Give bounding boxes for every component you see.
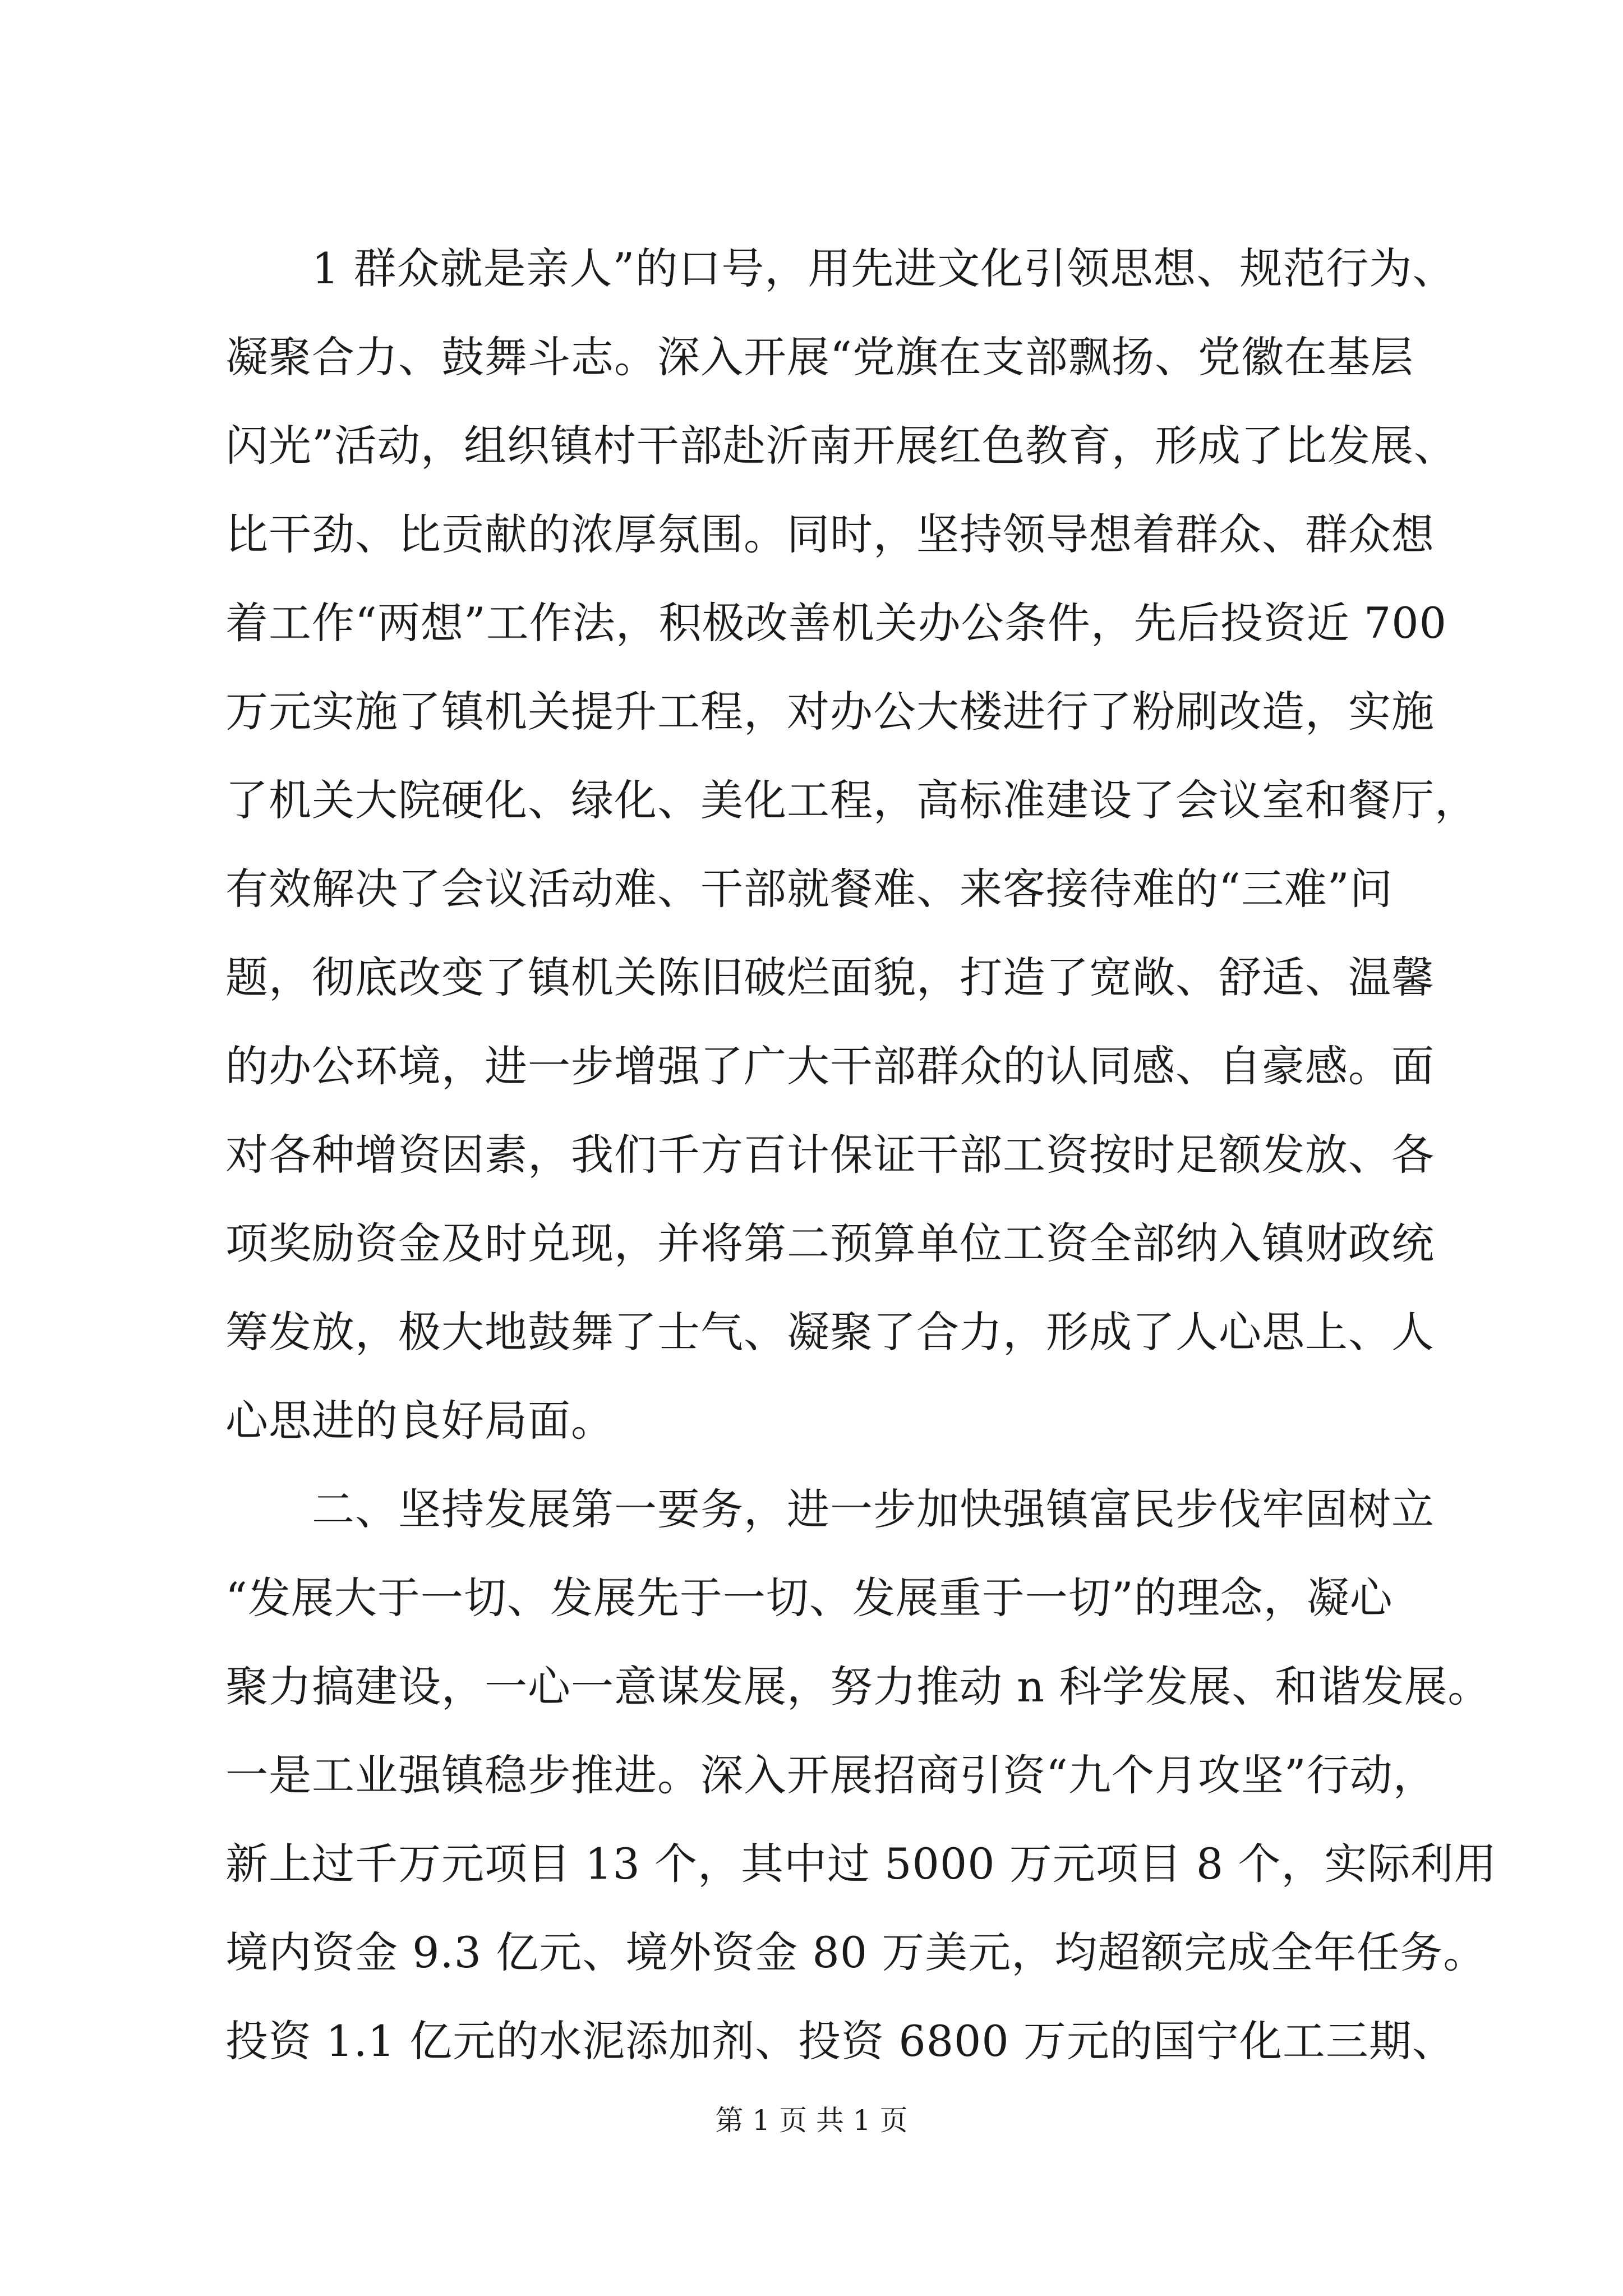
text-line: 的办公环境，进一步增强了广大干部群众的认同感、自豪感。面 — [225, 1041, 1435, 1091]
text-line: 闪光”活动，组织镇村干部赴沂南开展红色教育，形成了比发展、 — [225, 421, 1457, 471]
text-line: 比干劲、比贡献的浓厚氛围。同时，坚持领导想着群众、群众想 — [225, 509, 1435, 559]
text-line: 新上过千万元项目 13 个，其中过 5000 万元项目 8 个，实际利用 — [225, 1839, 1497, 1889]
text-line: 有效解决了会议活动难、干部就餐难、来客接待难的“三难”问 — [225, 864, 1393, 914]
text-line: 一是工业强镇稳步推进。深入开展招商引资“九个月攻坚”行动， — [225, 1750, 1436, 1800]
text-line: 心思进的良好局面。 — [225, 1396, 614, 1446]
text-line: 题，彻底改变了镇机关陈旧破烂面貌，打造了宽敞、舒适、温馨 — [225, 953, 1435, 1002]
text-line: 万元实施了镇机关提升工程，对办公大楼进行了粉刷改造，实施 — [225, 687, 1435, 737]
text-line: 二、坚持发展第一要务，进一步加快强镇富民步伐牢固树立 — [225, 1484, 1435, 1534]
text-line: 着工作“两想”工作法，积极改善机关办公条件，先后投资近 700 — [225, 598, 1447, 648]
body-text — [225, 224, 1497, 2086]
text-line: 了机关大院硬化、绿化、美化工程，高标准建设了会议室和餐厅， — [225, 775, 1478, 825]
page-footer: 第 1 页 共 1 页 — [715, 2104, 908, 2137]
text-line: 1 群众就是亲人”的口号，用先进文化引领思想、规范行为、 — [225, 243, 1456, 293]
text-line: 境内资金 9.3 亿元、境外资金 80 万美元，均超额完成全年任务。 — [225, 1927, 1487, 1977]
text-line: 筹发放，极大地鼓舞了士气、凝聚了合力，形成了人心思上、人 — [225, 1307, 1435, 1357]
text-line: 凝聚合力、鼓舞斗志。深入开展“党旗在支部飘扬、党徽在基层 — [225, 332, 1414, 382]
text-line: 投资 1.1 亿元的水泥添加剂、投资 6800 万元的国宁化工三期、 — [225, 2016, 1455, 2066]
text-line: 项奖励资金及时兑现，并将第二预算单位工资全部纳入镇财政统 — [225, 1218, 1435, 1268]
text-line: 对各种增资因素，我们千方百计保证干部工资按时足额发放、各 — [225, 1130, 1435, 1180]
text-line: “发展大于一切、发展先于一切、发展重于一切”的理念，凝心 — [225, 1573, 1393, 1623]
text-line: 聚力搞建设，一心一意谋发展，努力推动 n 科学发展、和谐发展。 — [225, 1662, 1491, 1711]
